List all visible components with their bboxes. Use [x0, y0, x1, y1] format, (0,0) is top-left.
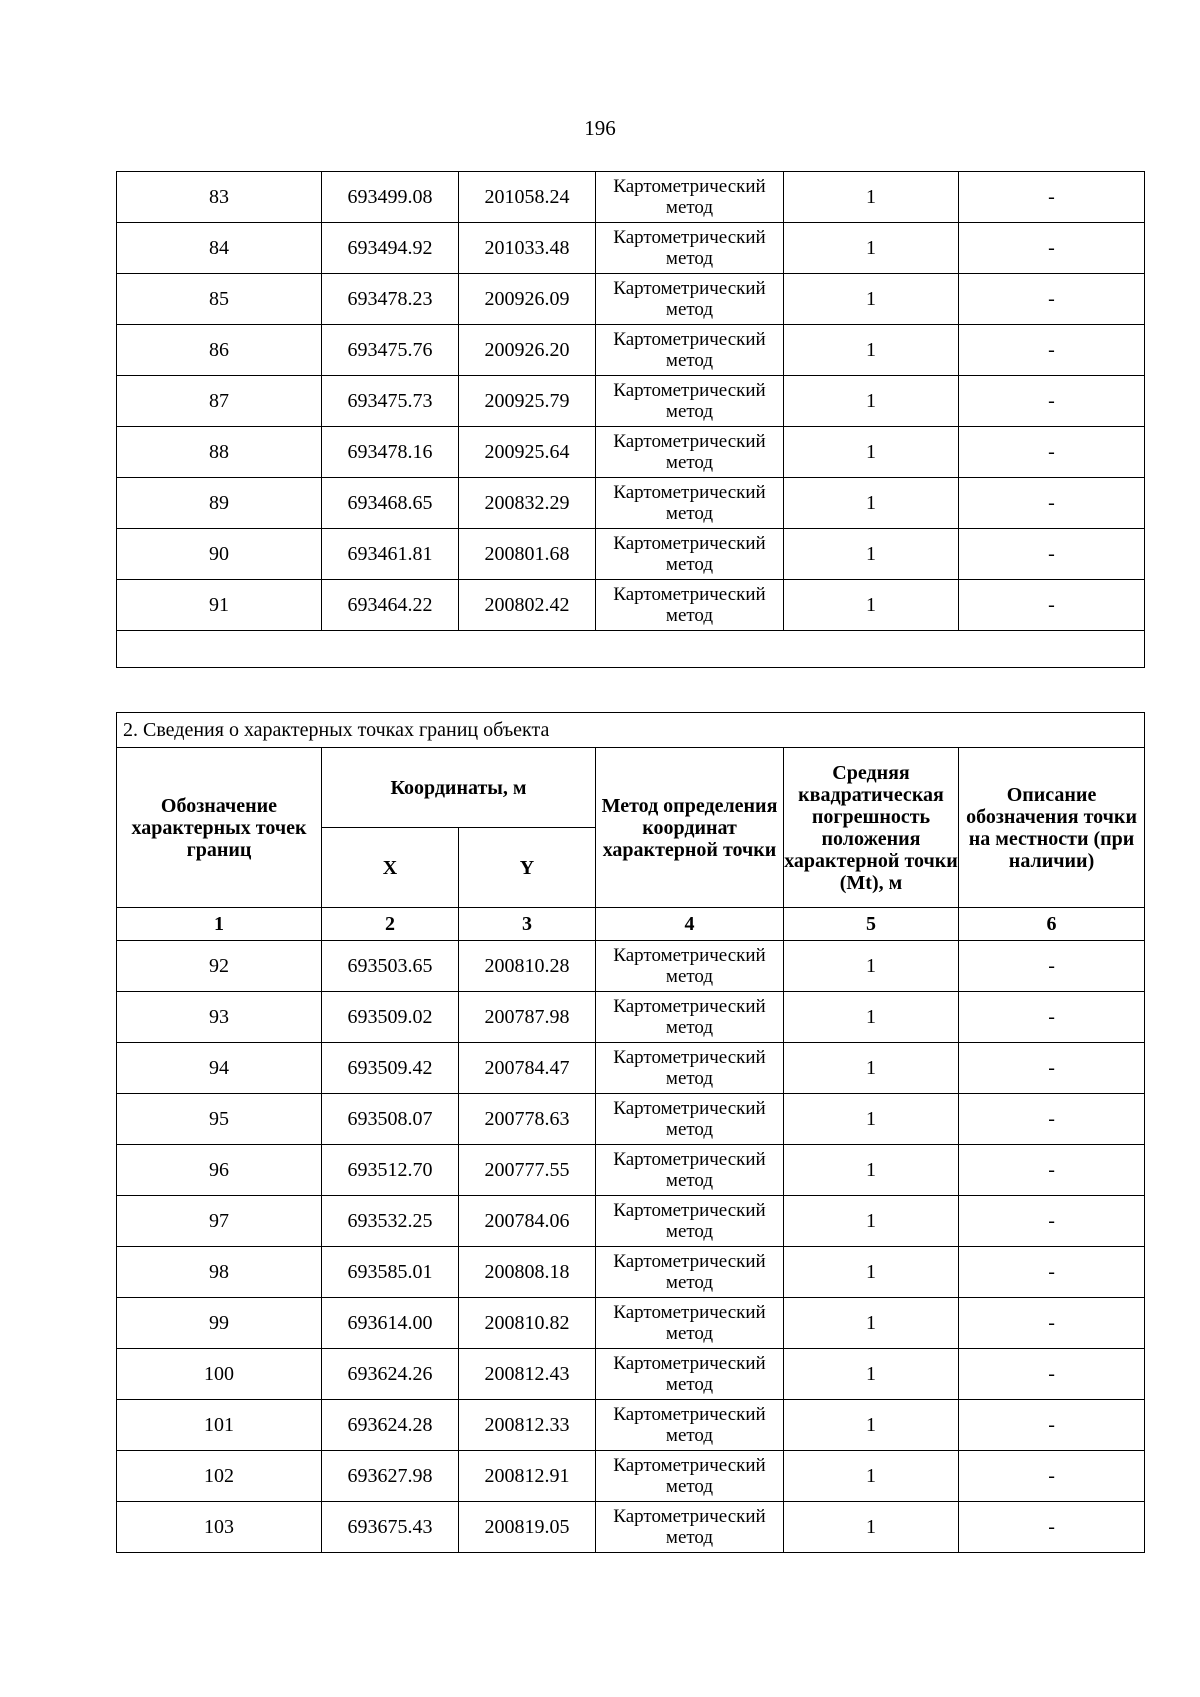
- y-cell: 200778.63: [459, 1094, 596, 1145]
- mt-cell: 1: [784, 529, 959, 580]
- point-cell: 95: [117, 1094, 322, 1145]
- x-cell: 693478.23: [322, 274, 459, 325]
- mt-cell: 1: [784, 274, 959, 325]
- method-line-1: Картометрический: [613, 533, 766, 554]
- x-cell: 693624.28: [322, 1400, 459, 1451]
- column-number: 5: [784, 908, 959, 941]
- column-number: 2: [322, 908, 459, 941]
- method-line-2: метод: [665, 1068, 714, 1089]
- header-method: Метод определения координат характерной точки: [596, 748, 784, 908]
- table-row: [117, 1349, 1145, 1400]
- header-designation: Обозначение характерных точек границ: [117, 748, 322, 908]
- header-coordinates: Координаты, м: [322, 748, 596, 828]
- method-cell: [596, 1145, 784, 1196]
- point-cell: 101: [117, 1400, 322, 1451]
- boundary-points-table: [116, 712, 1145, 1553]
- table-row: [117, 1247, 1145, 1298]
- description-cell: -: [959, 223, 1145, 274]
- table-row: [117, 223, 1145, 274]
- mt-cell: 1: [784, 427, 959, 478]
- y-cell: 200819.05: [459, 1502, 596, 1553]
- description-cell: -: [959, 172, 1145, 223]
- method-line-2: метод: [665, 1221, 714, 1242]
- table-row: [117, 1094, 1145, 1145]
- mt-cell: 1: [784, 1145, 959, 1196]
- column-number: 4: [596, 908, 784, 941]
- x-cell: 693464.22: [322, 580, 459, 631]
- mt-cell: 1: [784, 172, 959, 223]
- method-line-2: метод: [665, 1425, 714, 1446]
- x-cell: 693499.08: [322, 172, 459, 223]
- method-cell: [596, 1502, 784, 1553]
- mt-cell: 1: [784, 1094, 959, 1145]
- table-row: [117, 1196, 1145, 1247]
- description-cell: -: [959, 1349, 1145, 1400]
- y-cell: 200812.91: [459, 1451, 596, 1502]
- mt-cell: 1: [784, 992, 959, 1043]
- boundary-points-table-continued: [116, 171, 1145, 668]
- method-line-2: метод: [665, 1272, 714, 1293]
- method-cell: [596, 223, 784, 274]
- y-cell: 200777.55: [459, 1145, 596, 1196]
- method-cell: [596, 1043, 784, 1094]
- description-cell: -: [959, 376, 1145, 427]
- method-line-1: Картометрический: [613, 1455, 766, 1476]
- table-row: [117, 1043, 1145, 1094]
- empty-cell: [117, 631, 1145, 668]
- description-cell: -: [959, 274, 1145, 325]
- method-line-1: Картометрический: [613, 1251, 766, 1272]
- x-cell: 693532.25: [322, 1196, 459, 1247]
- method-line-1: Картометрический: [613, 1302, 766, 1323]
- method-cell: [596, 427, 784, 478]
- method-cell: [596, 325, 784, 376]
- x-cell: 693509.42: [322, 1043, 459, 1094]
- description-cell: -: [959, 1247, 1145, 1298]
- method-cell: [596, 1451, 784, 1502]
- y-cell: 200787.98: [459, 992, 596, 1043]
- mt-cell: 1: [784, 1451, 959, 1502]
- x-cell: 693468.65: [322, 478, 459, 529]
- y-cell: 200925.79: [459, 376, 596, 427]
- description-cell: -: [959, 1400, 1145, 1451]
- method-line-1: Картометрический: [613, 1047, 766, 1068]
- description-cell: -: [959, 1145, 1145, 1196]
- mt-cell: 1: [784, 1196, 959, 1247]
- point-cell: 88: [117, 427, 322, 478]
- method-cell: [596, 941, 784, 992]
- method-cell: [596, 376, 784, 427]
- point-cell: 100: [117, 1349, 322, 1400]
- method-cell: [596, 1247, 784, 1298]
- method-line-1: Картометрический: [613, 431, 766, 452]
- description-cell: -: [959, 1196, 1145, 1247]
- x-cell: 693512.70: [322, 1145, 459, 1196]
- method-line-2: метод: [665, 1170, 714, 1191]
- empty-row: [117, 631, 1145, 668]
- x-cell: 693503.65: [322, 941, 459, 992]
- x-cell: 693675.43: [322, 1502, 459, 1553]
- mt-cell: 1: [784, 1502, 959, 1553]
- y-cell: 200784.47: [459, 1043, 596, 1094]
- description-cell: -: [959, 427, 1145, 478]
- point-cell: 85: [117, 274, 322, 325]
- mt-cell: 1: [784, 1400, 959, 1451]
- table-row: [117, 172, 1145, 223]
- y-cell: 200812.43: [459, 1349, 596, 1400]
- column-number: 1: [117, 908, 322, 941]
- y-cell: 200812.33: [459, 1400, 596, 1451]
- table-row: [117, 941, 1145, 992]
- method-line-2: метод: [665, 554, 714, 575]
- description-cell: -: [959, 1451, 1145, 1502]
- point-cell: 84: [117, 223, 322, 274]
- mt-cell: 1: [784, 1349, 959, 1400]
- method-line-1: Картометрический: [613, 176, 766, 197]
- method-line-1: Картометрический: [613, 329, 766, 350]
- method-line-1: Картометрический: [613, 278, 766, 299]
- y-cell: 201033.48: [459, 223, 596, 274]
- method-cell: [596, 992, 784, 1043]
- method-cell: [596, 1298, 784, 1349]
- mt-cell: 1: [784, 478, 959, 529]
- method-line-2: метод: [665, 350, 714, 371]
- mt-cell: 1: [784, 1247, 959, 1298]
- mt-cell: 1: [784, 325, 959, 376]
- y-cell: 200801.68: [459, 529, 596, 580]
- method-cell: [596, 1349, 784, 1400]
- y-cell: 200808.18: [459, 1247, 596, 1298]
- table-row: [117, 376, 1145, 427]
- point-cell: 103: [117, 1502, 322, 1553]
- y-cell: 200926.09: [459, 274, 596, 325]
- method-cell: [596, 529, 784, 580]
- description-cell: -: [959, 325, 1145, 376]
- description-cell: -: [959, 1043, 1145, 1094]
- point-cell: 93: [117, 992, 322, 1043]
- y-cell: 201058.24: [459, 172, 596, 223]
- method-line-1: Картометрический: [613, 1353, 766, 1374]
- method-line-1: Картометрический: [613, 1098, 766, 1119]
- x-cell: 693509.02: [322, 992, 459, 1043]
- method-line-2: метод: [665, 605, 714, 626]
- method-line-2: метод: [665, 1476, 714, 1497]
- point-cell: 92: [117, 941, 322, 992]
- table-row: [117, 580, 1145, 631]
- method-cell: [596, 580, 784, 631]
- point-cell: 102: [117, 1451, 322, 1502]
- table-caption: 2. Сведения о характерных точках границ объекта: [117, 713, 1145, 748]
- header-description: Описание обозначения точки на местности (при наличии): [959, 748, 1145, 908]
- description-cell: -: [959, 529, 1145, 580]
- method-cell: [596, 1400, 784, 1451]
- description-cell: -: [959, 1298, 1145, 1349]
- table-row: [117, 478, 1145, 529]
- description-cell: -: [959, 992, 1145, 1043]
- x-cell: 693475.76: [322, 325, 459, 376]
- point-cell: 98: [117, 1247, 322, 1298]
- method-line-2: метод: [665, 452, 714, 473]
- table-body: [117, 941, 1145, 1553]
- point-cell: 96: [117, 1145, 322, 1196]
- mt-cell: 1: [784, 1298, 959, 1349]
- x-cell: 693494.92: [322, 223, 459, 274]
- method-line-2: метод: [665, 299, 714, 320]
- x-cell: 693508.07: [322, 1094, 459, 1145]
- method-line-1: Картометрический: [613, 945, 766, 966]
- column-number: 6: [959, 908, 1145, 941]
- method-line-2: метод: [665, 503, 714, 524]
- method-cell: [596, 172, 784, 223]
- description-cell: -: [959, 478, 1145, 529]
- point-cell: 97: [117, 1196, 322, 1247]
- y-cell: 200926.20: [459, 325, 596, 376]
- point-cell: 90: [117, 529, 322, 580]
- point-cell: 94: [117, 1043, 322, 1094]
- method-line-1: Картометрический: [613, 584, 766, 605]
- table-row: [117, 1451, 1145, 1502]
- header-x: X: [322, 828, 459, 908]
- method-line-1: Картометрический: [613, 1506, 766, 1527]
- column-number: 3: [459, 908, 596, 941]
- x-cell: 693475.73: [322, 376, 459, 427]
- description-cell: -: [959, 580, 1145, 631]
- mt-cell: 1: [784, 941, 959, 992]
- method-line-2: метод: [665, 248, 714, 269]
- table-row: [117, 1400, 1145, 1451]
- y-cell: 200810.28: [459, 941, 596, 992]
- header-y: Y: [459, 828, 596, 908]
- column-numbers-row: [117, 908, 1145, 941]
- method-line-1: Картометрический: [613, 996, 766, 1017]
- point-cell: 89: [117, 478, 322, 529]
- method-line-1: Картометрический: [613, 1200, 766, 1221]
- description-cell: -: [959, 941, 1145, 992]
- x-cell: 693627.98: [322, 1451, 459, 1502]
- method-cell: [596, 478, 784, 529]
- point-cell: 99: [117, 1298, 322, 1349]
- method-line-2: метод: [665, 1527, 714, 1548]
- point-cell: 83: [117, 172, 322, 223]
- y-cell: 200784.06: [459, 1196, 596, 1247]
- method-line-1: Картометрический: [613, 227, 766, 248]
- x-cell: 693461.81: [322, 529, 459, 580]
- y-cell: 200832.29: [459, 478, 596, 529]
- method-line-2: метод: [665, 1374, 714, 1395]
- method-line-2: метод: [665, 1119, 714, 1140]
- method-line-2: метод: [665, 1017, 714, 1038]
- page-number: 196: [584, 116, 616, 140]
- header-mt: Средняя квадратическая погрешность положения характерной точки (Mt), м: [784, 748, 959, 908]
- table-row: [117, 529, 1145, 580]
- description-cell: -: [959, 1502, 1145, 1553]
- mt-cell: 1: [784, 223, 959, 274]
- point-cell: 87: [117, 376, 322, 427]
- y-cell: 200802.42: [459, 580, 596, 631]
- table-row: [117, 1502, 1145, 1553]
- method-line-2: метод: [665, 966, 714, 987]
- table-row: [117, 1298, 1145, 1349]
- table-row: [117, 1145, 1145, 1196]
- mt-cell: 1: [784, 1043, 959, 1094]
- method-line-1: Картометрический: [613, 380, 766, 401]
- mt-cell: 1: [784, 376, 959, 427]
- x-cell: 693585.01: [322, 1247, 459, 1298]
- method-cell: [596, 274, 784, 325]
- point-cell: 91: [117, 580, 322, 631]
- x-cell: 693478.16: [322, 427, 459, 478]
- method-line-1: Картометрический: [613, 482, 766, 503]
- table-body: [117, 172, 1145, 631]
- method-line-2: метод: [665, 197, 714, 218]
- method-line-1: Картометрический: [613, 1149, 766, 1170]
- x-cell: 693624.26: [322, 1349, 459, 1400]
- table-row: [117, 427, 1145, 478]
- method-cell: [596, 1196, 784, 1247]
- method-line-2: метод: [665, 401, 714, 422]
- description-cell: -: [959, 1094, 1145, 1145]
- method-line-1: Картометрический: [613, 1404, 766, 1425]
- table-row: [117, 325, 1145, 376]
- method-cell: [596, 1094, 784, 1145]
- table-row: [117, 992, 1145, 1043]
- point-cell: 86: [117, 325, 322, 376]
- y-cell: 200810.82: [459, 1298, 596, 1349]
- x-cell: 693614.00: [322, 1298, 459, 1349]
- y-cell: 200925.64: [459, 427, 596, 478]
- method-line-2: метод: [665, 1323, 714, 1344]
- mt-cell: 1: [784, 580, 959, 631]
- table-row: [117, 274, 1145, 325]
